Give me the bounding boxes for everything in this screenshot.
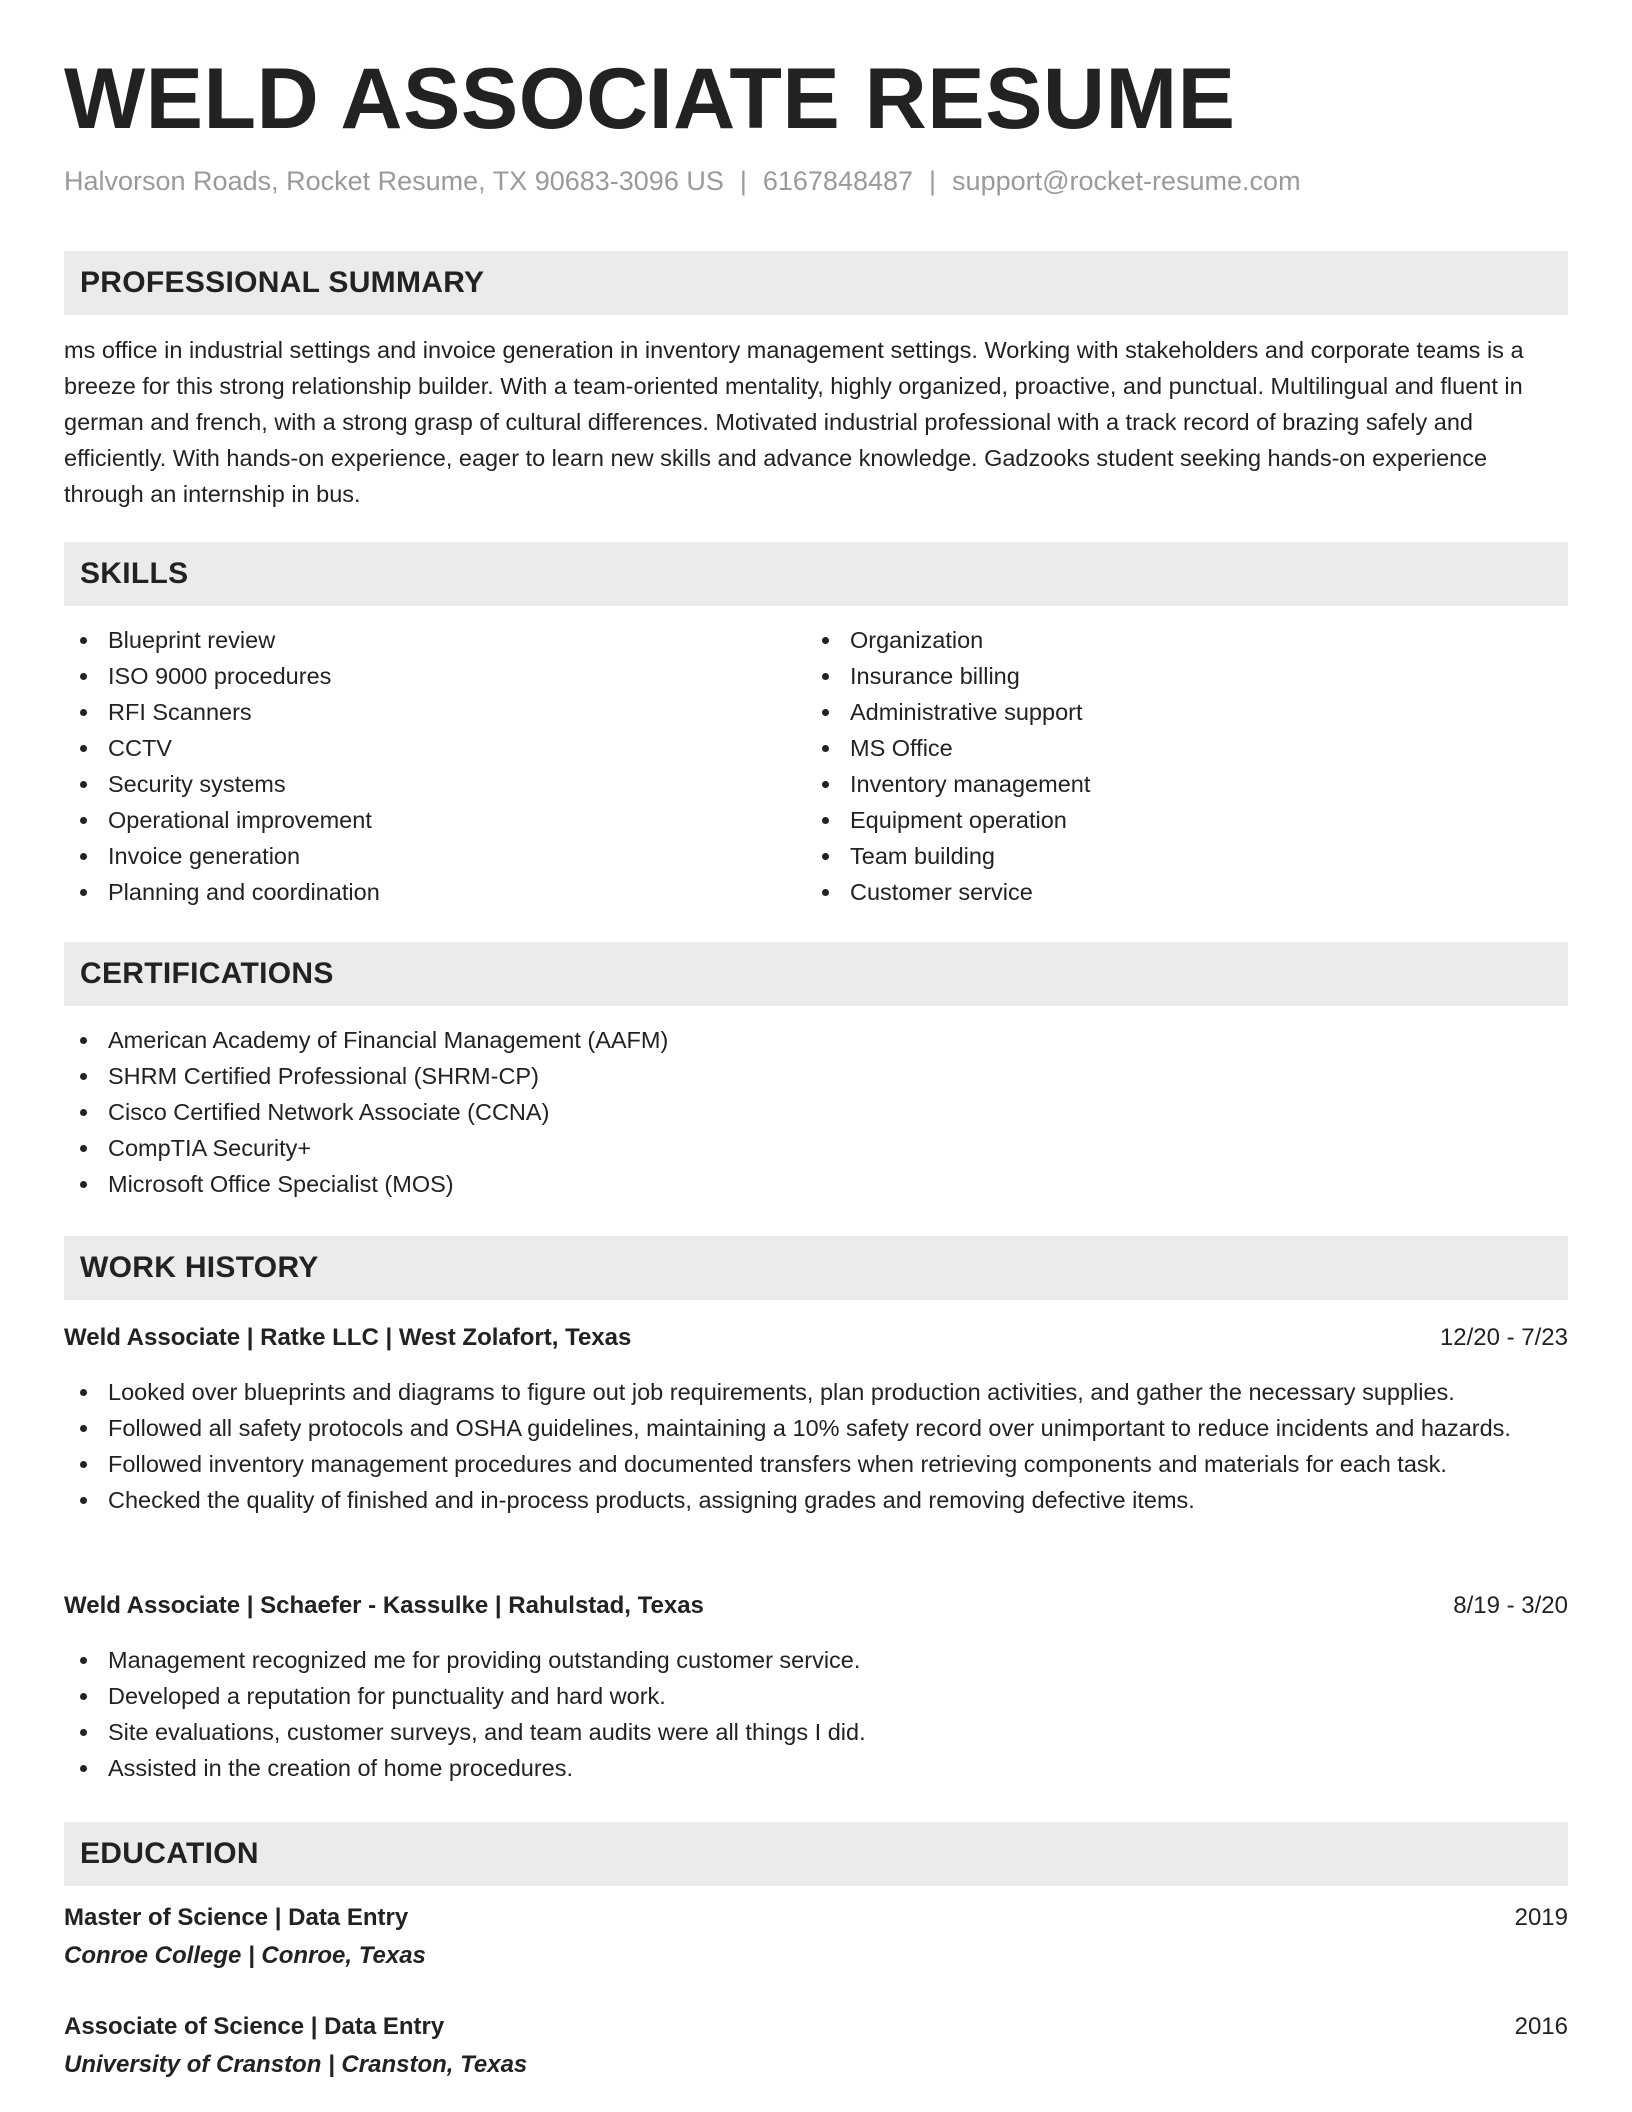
section-title-education: EDUCATION — [80, 1837, 259, 1870]
job-bullet: Site evaluations, customer surveys, and team audits were all things I did. — [64, 1714, 1568, 1750]
job-bullet: Checked the quality of finished and in-process products, assigning grades and removing defective items. — [64, 1482, 1568, 1518]
skill-item: Security systems — [64, 766, 764, 802]
summary-text: ms office in industrial settings and invoice generation in inventory management settings. Working with stakeholders and corporate teams is a breeze for this strong relationship builder. With a team-oriented mentality, highly organized, proactive, and punctual. Multilingual and fluent in german and french, with a strong grasp of cultural differences. Motivated industrial professional with a track record of brazing safely and efficiently. With hands-on experience, eager to learn new skills and advance knowledge. Gadzooks student seeking hands-on experience through an internship in bus. — [64, 337, 1524, 507]
skill-item: Planning and coordination — [64, 874, 764, 910]
contact-separator: | — [739, 166, 747, 196]
contact-email[interactable]: support@rocket-resume.com — [952, 166, 1301, 196]
section-header-skills — [64, 542, 1568, 606]
skill-item: Operational improvement — [64, 802, 764, 838]
job-dates: 8/19 - 3/20 — [1453, 1592, 1568, 1619]
degree-year: 2016 — [1514, 2013, 1568, 2040]
certification-item: SHRM Certified Professional (SHRM-CP) — [64, 1058, 1568, 1094]
job-bullet: Followed all safety protocols and OSHA guidelines, maintaining a 10% safety record over unimportant to reduce incidents and hazards. — [64, 1410, 1568, 1446]
section-title-work: WORK HISTORY — [80, 1251, 319, 1284]
certification-item: CompTIA Security+ — [64, 1130, 1568, 1166]
job-bullet: Management recognized me for providing outstanding customer service. — [64, 1642, 1568, 1678]
skills-list-right — [806, 622, 1506, 910]
job-title: Weld Associate | Schaefer - Kassulke | Rahulstad, Texas — [64, 1592, 704, 1619]
skills-list-left — [64, 622, 764, 910]
skill-item: MS Office — [806, 730, 1506, 766]
skill-item: Inventory management — [806, 766, 1506, 802]
skill-item: Insurance billing — [806, 658, 1506, 694]
section-header-summary — [64, 251, 1568, 315]
section-header-education — [64, 1822, 1568, 1886]
section-title-certifications: CERTIFICATIONS — [80, 957, 334, 990]
section-title-summary: PROFESSIONAL SUMMARY — [80, 266, 485, 299]
skill-item: CCTV — [64, 730, 764, 766]
skill-item: Blueprint review — [64, 622, 764, 658]
section-header-work — [64, 1236, 1568, 1300]
job-bullet: Assisted in the creation of home procedures. — [64, 1750, 1568, 1786]
skill-item: RFI Scanners — [64, 694, 764, 730]
skill-item: Equipment operation — [806, 802, 1506, 838]
resume-title: WELD ASSOCIATE RESUME — [64, 51, 1236, 147]
section-header-certifications — [64, 942, 1568, 1006]
school-name: Conroe College | Conroe, Texas — [64, 1942, 426, 1969]
contact-line — [64, 166, 1301, 197]
skill-item: Organization — [806, 622, 1506, 658]
skill-item: Invoice generation — [64, 838, 764, 874]
job-dates: 12/20 - 7/23 — [1439, 1324, 1568, 1351]
skill-item: Team building — [806, 838, 1506, 874]
degree-year: 2019 — [1514, 1904, 1568, 1931]
job-bullet: Developed a reputation for punctuality and hard work. — [64, 1678, 1568, 1714]
certification-item: Cisco Certified Network Associate (CCNA) — [64, 1094, 1568, 1130]
skill-item: Customer service — [806, 874, 1506, 910]
school-name: University of Cranston | Cranston, Texas — [64, 2051, 528, 2078]
job-title: Weld Associate | Ratke LLC | West Zolafort, Texas — [64, 1324, 632, 1351]
contact-address: Halvorson Roads, Rocket Resume, TX 90683-3096 US — [64, 166, 724, 196]
job-bullets — [64, 1642, 1568, 1786]
job-bullets — [64, 1374, 1568, 1518]
degree-title: Associate of Science | Data Entry — [64, 2013, 445, 2040]
degree-title: Master of Science | Data Entry — [64, 1904, 409, 1931]
section-title-skills: SKILLS — [80, 557, 189, 590]
certification-item: Microsoft Office Specialist (MOS) — [64, 1166, 1568, 1202]
job-bullet: Followed inventory management procedures and documented transfers when retrieving components and materials for each task. — [64, 1446, 1568, 1482]
contact-phone: 6167848487 — [762, 166, 914, 196]
skill-item: Administrative support — [806, 694, 1506, 730]
job-bullet: Looked over blueprints and diagrams to figure out job requirements, plan production activities, and gather the necessary supplies. — [64, 1374, 1568, 1410]
contact-separator: | — [929, 166, 937, 196]
certifications-list — [64, 1022, 1568, 1202]
certification-item: American Academy of Financial Management (AAFM) — [64, 1022, 1568, 1058]
skill-item: ISO 9000 procedures — [64, 658, 764, 694]
